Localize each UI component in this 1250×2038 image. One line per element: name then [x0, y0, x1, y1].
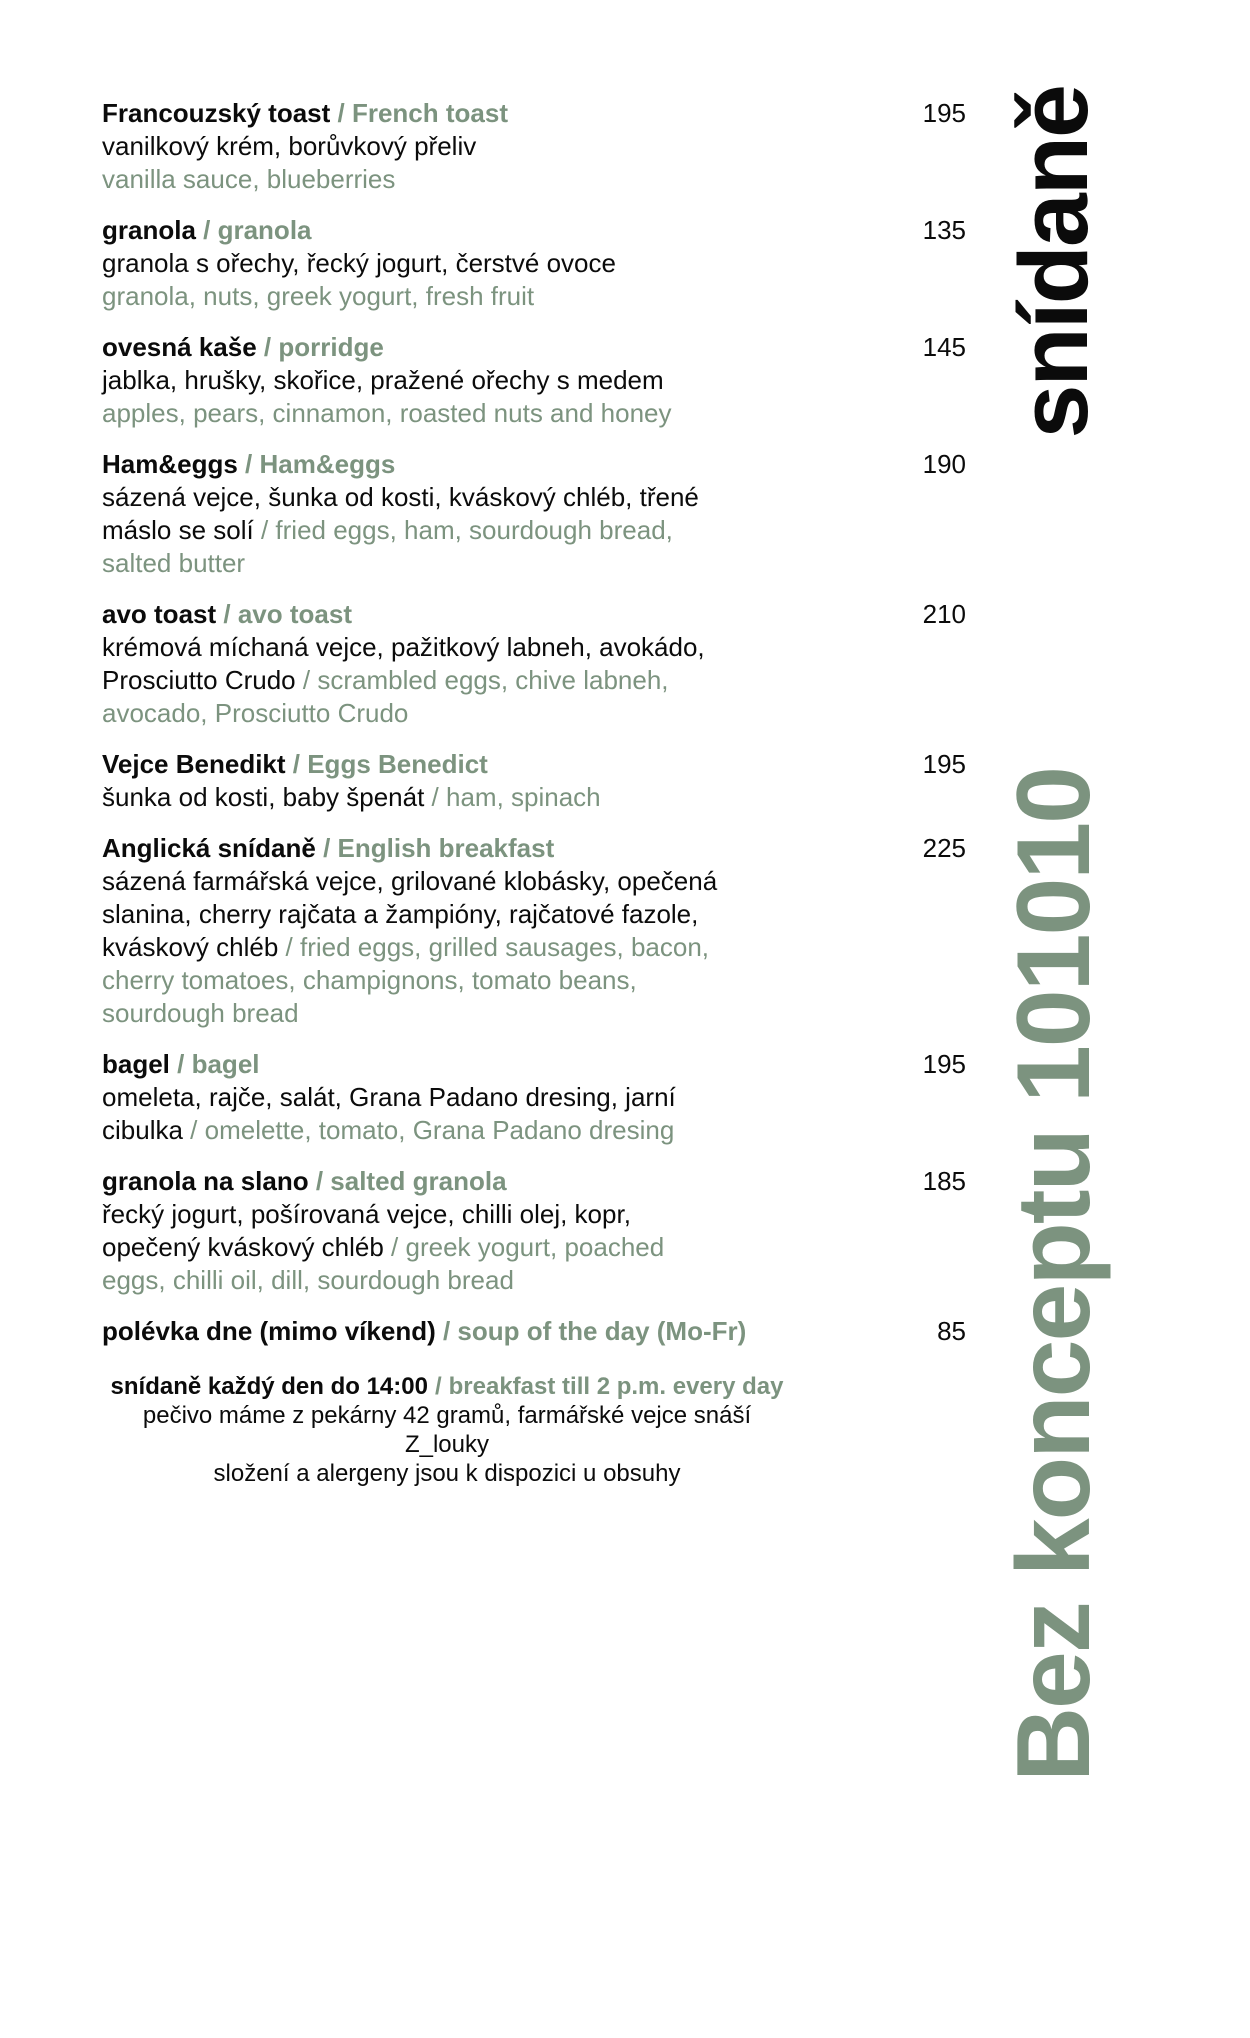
item-description — [102, 1081, 734, 1147]
item-description — [102, 1198, 734, 1297]
item-name-english: soup of the day (Mo-Fr) — [457, 1316, 747, 1346]
item-main — [102, 1315, 762, 1348]
item-main — [102, 97, 762, 196]
item-main — [102, 331, 762, 430]
item-desc-english: scrambled eggs, chive labneh, avocado, Prosciutto Crudo — [102, 665, 669, 728]
footer-hours-line — [102, 1372, 792, 1401]
item-heading — [102, 331, 762, 364]
menu-item — [102, 1315, 968, 1348]
separator-slash: / — [256, 332, 279, 362]
item-name-english: salted granola — [330, 1166, 507, 1196]
menu-item — [102, 97, 968, 196]
item-name-english: avo toast — [237, 599, 352, 629]
footer-hours-english: breakfast till 2 p.m. every day — [448, 1373, 784, 1400]
separator-slash: / — [285, 749, 308, 779]
item-main — [102, 214, 762, 313]
item-desc-english: vanilla sauce, blueberries — [102, 164, 396, 194]
separator-slash: / — [308, 1166, 331, 1196]
item-name-english: bagel — [191, 1049, 260, 1079]
separator-slash: / — [383, 1232, 406, 1262]
item-name-english: granola — [217, 215, 312, 245]
item-main — [102, 448, 762, 580]
separator-slash: / — [424, 782, 446, 812]
item-desc-english: fried eggs, ham, sourdough bread, salted butter — [102, 515, 673, 578]
item-price: 135 — [922, 215, 966, 245]
menu-item — [102, 1048, 968, 1147]
item-main — [102, 748, 762, 814]
item-name-czech: Francouzský toast — [102, 98, 331, 128]
item-description — [102, 130, 734, 196]
menu-item — [102, 448, 968, 580]
item-name-czech: polévka dne (mimo víkend) — [102, 1316, 436, 1346]
item-price: 225 — [922, 833, 966, 863]
menu-item — [102, 214, 968, 313]
footer-note-allergens: složení a alergeny jsou k dispozici u obsuhy — [213, 1460, 681, 1487]
item-price: 210 — [922, 599, 966, 629]
footer-note-bakery: pečivo máme z pekárny 42 gramů, farmářské vejce snáší Z_louky — [142, 1402, 752, 1458]
item-name-czech: avo toast — [102, 599, 217, 629]
menu-item — [102, 598, 968, 730]
menu-item — [102, 832, 968, 1030]
item-price: 190 — [922, 449, 966, 479]
menu-item — [102, 1165, 968, 1297]
item-description — [102, 247, 734, 313]
item-price: 185 — [922, 1166, 966, 1196]
separator-slash: / — [216, 599, 238, 629]
item-desc-czech: sázená farmářská vejce, grilované klobásky, opečená slanina, cherry rajčata a žampióny, rajčatové fazole, kváskový chléb — [102, 866, 718, 962]
separator-slash: / — [330, 98, 352, 128]
item-name-czech: bagel — [102, 1049, 170, 1079]
item-desc-english: ham, spinach — [446, 782, 601, 812]
item-heading — [102, 1315, 762, 1348]
item-description — [102, 631, 734, 730]
separator-slash: / — [169, 1049, 192, 1079]
item-heading — [102, 748, 762, 781]
separator-slash: / — [253, 515, 276, 545]
item-desc-czech: vanilkový krém, borůvkový přeliv — [102, 131, 477, 161]
separator-slash: / — [237, 449, 260, 479]
footer-hours-czech: snídaně každý den do 14:00 — [110, 1373, 428, 1400]
separator-slash: / — [295, 665, 318, 695]
item-desc-czech: řecký jogurt, pošírovaná vejce, chilli olej, kopr, opečený kváskový chléb — [102, 1199, 631, 1262]
item-price: 195 — [922, 749, 966, 779]
item-price: 145 — [922, 332, 966, 362]
item-name-english: French toast — [351, 98, 508, 128]
item-desc-czech: omeleta, rajče, salát, Grana Padano dresing, jarní cibulka — [102, 1082, 676, 1145]
item-description — [102, 781, 734, 814]
item-desc-english: granola, nuts, greek yogurt, fresh fruit — [102, 281, 535, 311]
menu-item — [102, 748, 968, 814]
item-name-czech: Vejce Benedikt — [102, 749, 286, 779]
item-name-czech: ovesná kaše — [102, 332, 257, 362]
item-heading — [102, 97, 762, 130]
item-heading — [102, 832, 762, 865]
item-name-english: English breakfast — [337, 833, 555, 863]
menu-footer — [102, 1372, 792, 1488]
item-desc-czech: jablka, hrušky, skořice, pražené ořechy s medem — [102, 365, 664, 395]
item-desc-english: apples, pears, cinnamon, roasted nuts and honey — [102, 398, 672, 428]
item-heading — [102, 598, 762, 631]
item-desc-english: fried eggs, grilled sausages, bacon, cherry tomatoes, champignons, tomato beans, sourdough bread — [102, 932, 710, 1028]
menu-item — [102, 331, 968, 430]
item-desc-english: omelette, tomato, Grana Padano dresing — [204, 1115, 675, 1145]
separator-slash: / — [278, 932, 300, 962]
item-description — [102, 865, 734, 1030]
item-heading — [102, 1048, 762, 1081]
item-heading — [102, 1165, 762, 1198]
item-main — [102, 1048, 762, 1147]
menu-content — [102, 97, 968, 1488]
section-title-vertical: snídaně — [999, 86, 1108, 439]
item-description — [102, 481, 734, 580]
item-name-czech: Ham&eggs — [102, 449, 238, 479]
separator-slash: / — [182, 1115, 205, 1145]
separator-slash: / — [434, 1373, 442, 1400]
item-name-english: porridge — [278, 332, 384, 362]
item-main — [102, 598, 762, 730]
separator-slash: / — [195, 215, 218, 245]
item-heading — [102, 448, 762, 481]
menu-items — [102, 97, 968, 1348]
item-desc-czech: krémová míchaná vejce, pažitkový labneh, avokádo, Prosciutto Crudo — [102, 632, 705, 695]
item-name-czech: granola — [102, 215, 196, 245]
item-desc-czech: sázená vejce, šunka od kosti, kváskový chléb, třené máslo se solí — [102, 482, 699, 545]
item-description — [102, 364, 734, 430]
brand-name-vertical: Bez konceptu 101010 — [996, 768, 1112, 1783]
item-desc-czech: šunka od kosti, baby špenát — [102, 782, 425, 812]
item-name-czech: granola na slano — [102, 1166, 309, 1196]
item-price: 85 — [937, 1316, 966, 1346]
item-price: 195 — [922, 98, 966, 128]
item-desc-czech: granola s ořechy, řecký jogurt, čerstvé ovoce — [102, 248, 616, 278]
item-name-english: Eggs Benedict — [307, 749, 488, 779]
item-name-czech: Anglická snídaně — [102, 833, 316, 863]
item-main — [102, 1165, 762, 1297]
item-heading — [102, 214, 762, 247]
separator-slash: / — [315, 833, 338, 863]
item-name-english: Ham&eggs — [259, 449, 396, 479]
item-main — [102, 832, 762, 1030]
separator-slash: / — [435, 1316, 458, 1346]
item-desc-english: greek yogurt, poached eggs, chilli oil, dill, sourdough bread — [102, 1232, 665, 1295]
item-price: 195 — [922, 1049, 966, 1079]
